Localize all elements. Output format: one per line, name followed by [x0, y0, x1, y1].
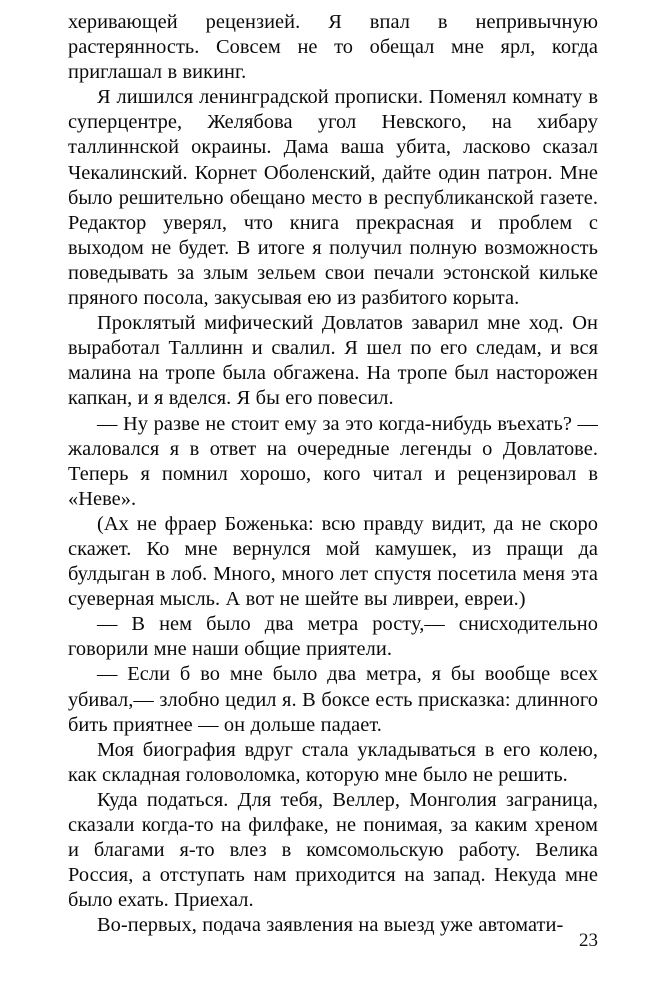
paragraph-1: херивающей рецензией. Я впал в непривычную растерянность. Совсем не то обещал мне ярл, когда приглашал в викинг.	[68, 11, 598, 84]
paragraph-3: Проклятый мифический Довлатов заварил мне ход. Он выработал Таллинн и свалил. Я шел по его следам, и вся малина на тропе была обгажена. На тропе был насторожен капкан, и я вделся. Я бы его повесил.	[68, 312, 598, 410]
paragraph-8: Моя биография вдруг стала укладываться в его колею, как складная головоломка, которую мне было не решить.	[68, 738, 598, 786]
page-text-block	[68, 10, 598, 938]
paragraph-4: — Ну разве не стоит ему за это когда-нибудь въехать? — жаловался я в ответ на очередные легенды о Довлатове. Теперь я помнил хорошо, кого читал и рецензировал в «Неве».	[68, 412, 598, 510]
paragraph-10: Во-первых, подача заявления на выезд уже автомати-	[97, 914, 564, 937]
paragraph-9: Куда податься. Для тебя, Веллер, Монголия заграница, сказали когда-то на филфаке, не понимая, за каким хреном и благами я-то влез в комсомольскую работу. Велика Россия, а отступать нам приходится на запад. Некуда мне было ехать. Приехал.	[68, 788, 598, 912]
page-number: 23	[579, 930, 598, 951]
paragraph-5: (Ах не фраер Боженька: всю правду видит, да не скоро скажет. Ко мне вернулся мой камушек, из пращи да булдыган в лоб. Много, много лет спустя посетила меня эта суеверная мысль. А вот не шейте вы ливреи, евреи.)	[68, 512, 598, 611]
paragraph-6: — В нем было два метра росту,— снисходительно говорили мне наши общие приятели.	[68, 613, 598, 661]
paragraph-7: — Если б во мне было два метра, я бы вообще всех убивал,— злобно цедил я. В боксе есть присказка: длинного бить приятнее — он дольше падает.	[68, 663, 598, 736]
paragraph-2: Я лишился ленинградской прописки. Поменял комнату в суперцентре, Желябова угол Невского, на хибару таллиннской окраины. Дама ваша убита, ласково сказал Чекалинский. Корнет Оболенский, дайте один патрон. Мне было решительно обещано место в республиканской газете. Редактор уверял, что книга прекрасная и проблем с выходом не будет. В итоге я получил полную возможность поведывать за злым зельем свои печали эстонской кильке пряного посола, закусывая ею из разбитого корыта.	[68, 86, 598, 310]
